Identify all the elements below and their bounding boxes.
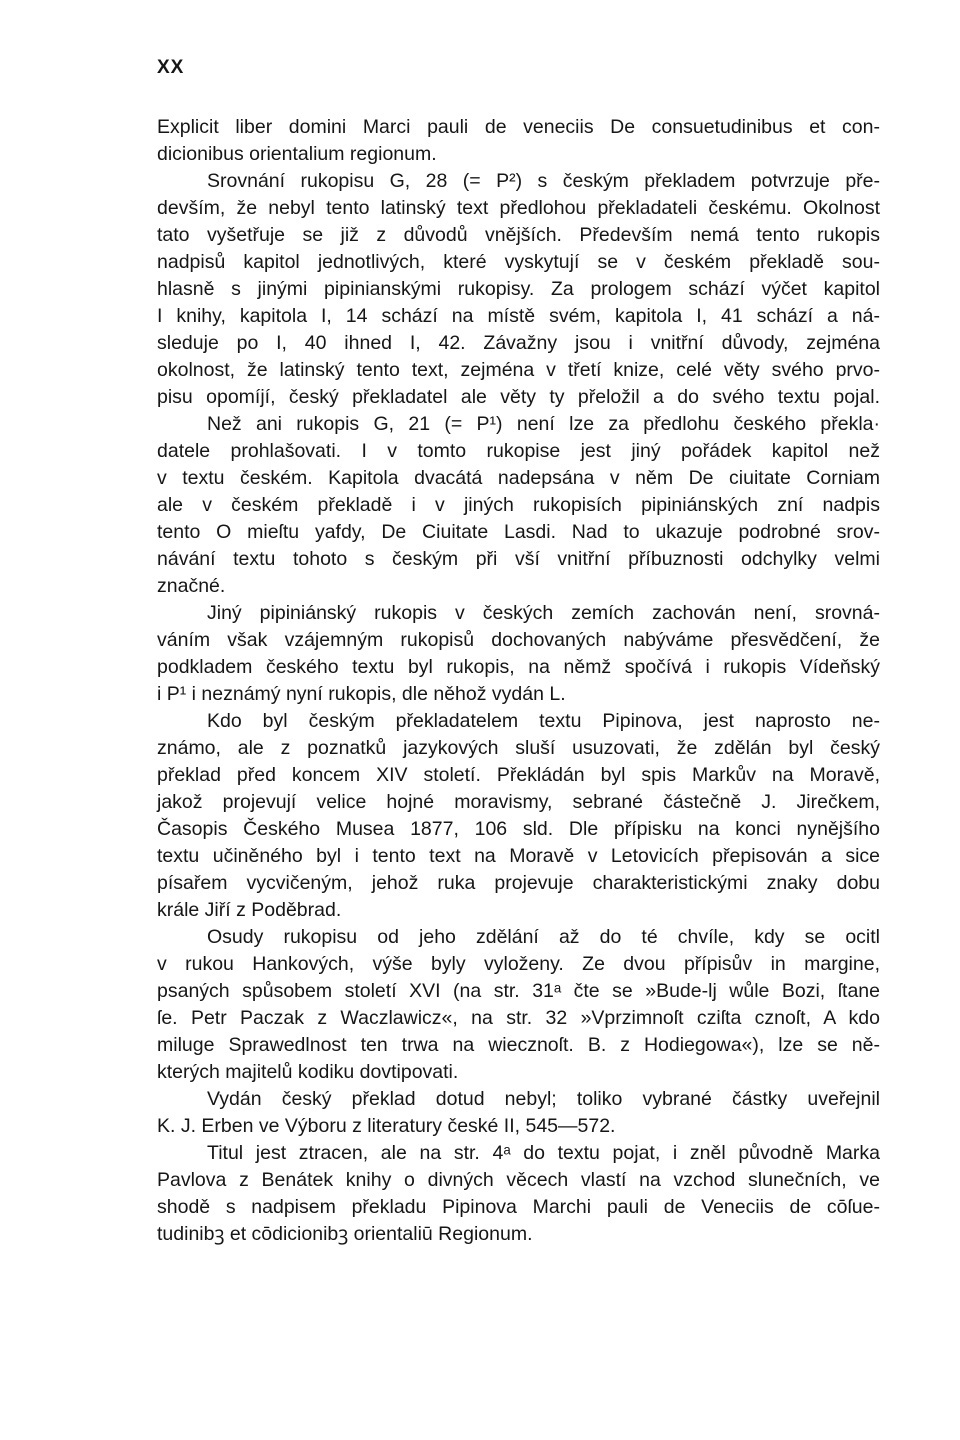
text-line: tudinibꝫ et cōdicionibꝫ orientaliū Regionum.	[157, 1223, 533, 1245]
text-line: Kdo byl českým překladatelem textu Pipinova, jest naprosto ne-	[207, 710, 880, 732]
text-line: textu učiněného byl i tento text na Moravě v Letovicích přepisován a sice	[157, 845, 880, 867]
text-line: v textu českém. Kapitola dvacátá nadepsána v něm De ciuitate Corniam	[157, 467, 880, 489]
text-line: překlad před koncem XIV století. Překládán byl spis Markův na Moravě,	[157, 764, 880, 786]
text-line: Časopis Českého Musea 1877, 106 sld. Dle přípisku na konci nynějšího	[157, 818, 880, 840]
text-line: známo, ale z poznatků jazykových sluší usuzovati, že zdělán byl český	[157, 737, 880, 759]
text-line: kterých majitelů kodiku dovtipovati.	[157, 1061, 459, 1083]
text-line: devším, že nebyl tento latinský text předlohou překladateli českému. Okolnost	[157, 197, 880, 219]
text-line: i P¹ i neznámý nyní rukopis, dle něhož vydán L.	[157, 683, 566, 705]
text-line: Jiný pipiniánský rukopis v českých zemích zachován není, srovná-	[207, 602, 880, 624]
text-line: sleduje po I, 40 ihned I, 42. Závažny jsou i vnitřní důvody, zejména	[157, 332, 880, 354]
text-line: značné.	[157, 575, 226, 597]
text-line: jakož projevují velice hojné moravismy, sebrané částečně J. Jirečkem,	[157, 791, 880, 813]
text-line: okolnost, že latinský tento text, zejména v třetí knize, celé věty svého prvo-	[157, 359, 880, 381]
text-line: Osudy rukopisu od jeho zdělání až do té chvíle, kdy se ocitl	[207, 926, 880, 948]
text-line: váním však vzájemným rukopisů dochovaných nabýváme přesvědčení, že	[157, 629, 880, 651]
text-line: miluge Sprawedlnost ten trwa na wiecznoſt. B. z Hodiegowa«), lze se ně-	[157, 1034, 880, 1056]
text-line: Pavlova z Benátek knihy o divných věcech vlastí na vzchod slunečních, ve	[157, 1169, 880, 1191]
text-line: shodě s nadpisem překladu Pipinova Marchi pauli de Veneciis de cōſue-	[157, 1196, 880, 1218]
text-line: písařem vycvičeným, jehož ruka projevuje charakteristickými znaky dobu	[157, 872, 880, 894]
text-line: Než ani rukopis G, 21 (= P¹) není lze za předlohu českého překla·	[207, 413, 880, 435]
text-line: návání textu tohoto s českým při vší vnitřní příbuznosti odchylky velmi	[157, 548, 880, 570]
text-line: K. J. Erben ve Výboru z literatury české II, 545—572.	[157, 1115, 616, 1137]
text-line: Titul jest ztracen, ale na str. 4ᵃ do textu pojat, i zněl původně Marka	[207, 1142, 880, 1164]
text-line: ale v českém překladě i v jiných rukopisích pipiniánských zní nadpis	[157, 494, 880, 516]
text-line: krále Jiří z Poděbrad.	[157, 899, 342, 921]
text-line: datele prohlašovati. I v tomto rukopise jest jiný pořádek kapitol než	[157, 440, 880, 462]
page-number: XX	[157, 57, 185, 78]
text-line: tento O mieſtu yafdy, De Ciuitate Lasdi. Nad to ukazuje podrobné srov-	[157, 521, 880, 543]
text-line: psaných spůsobem století XVI (na str. 31ᵃ čte se »Bude-lj wůle Bozi, ſtane	[157, 980, 880, 1002]
text-line: dicionibus orientalium regionum.	[157, 143, 437, 165]
text-line: nadpisů kapitol jednotlivých, které vyskytují se v českém překladě sou-	[157, 251, 880, 273]
text-line: pisu opomíjí, český překladatel ale věty ty přeložil a do svého textu pojal.	[157, 386, 880, 408]
text-line: v rukou Hankových, výše byly vyloženy. Ze dvou přípisův in margine,	[157, 953, 880, 975]
text-line: podkladem českého textu byl rukopis, na němž spočívá i rukopis Vídeňský	[157, 656, 880, 678]
text-line: tato vyšetřuje se již z důvodů vnějších. Především nemá tento rukopis	[157, 224, 880, 246]
text-line: hlasně s jinými pipinianskými rukopisy. Za prologem schází výčet kapitol	[157, 278, 880, 300]
text-line: Explicit liber domini Marci pauli de veneciis De consuetudinibus et con-	[157, 116, 880, 138]
text-line: I knihy, kapitola I, 14 schází na místě svém, kapitola I, 41 schází a ná-	[157, 305, 880, 327]
text-line: ſe. Petr Paczak z Waczlawicz«, na str. 32 »Vprzimnoſt cziſta cznoſt, A kdo	[157, 1007, 880, 1029]
text-line: Srovnání rukopisu G, 28 (= P²) s českým překladem potvrzuje pře-	[207, 170, 880, 192]
text-line: Vydán český překlad dotud nebyl; toliko vybrané částky uveřejnil	[207, 1088, 880, 1110]
